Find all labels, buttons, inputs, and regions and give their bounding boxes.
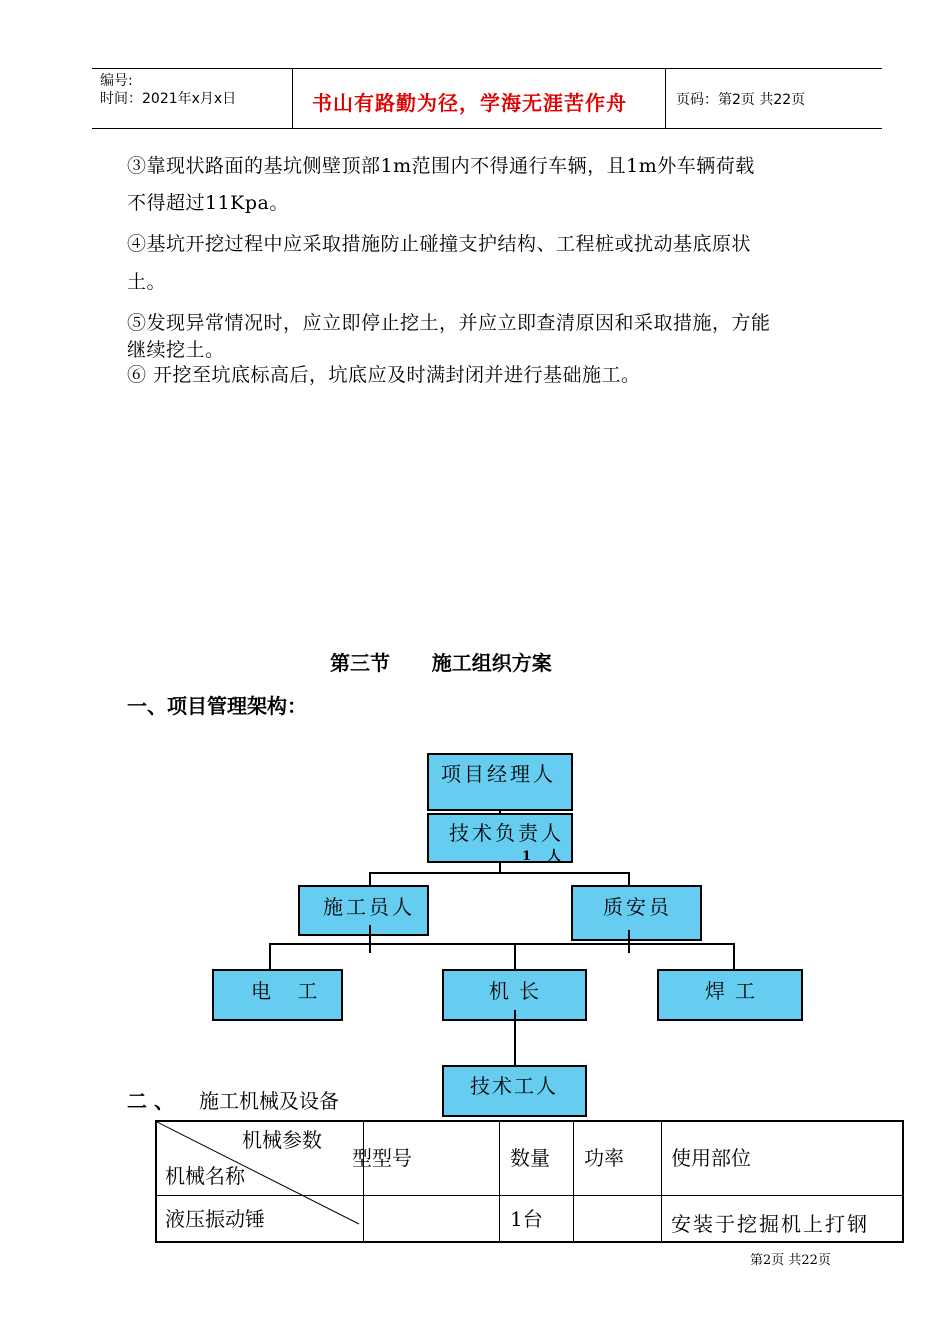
connector [269,943,734,945]
paragraph-line: 土。 [127,271,167,293]
header-page-label: 页码：第2页 共22页 [676,92,806,108]
connector [369,872,371,886]
connector [628,930,630,953]
paragraph-line: 继续挖土。 [127,339,225,361]
paragraph-line: ⑥ 开挖至坑底标高后，坑底应及时满封闭并进行基础施工。 [127,364,641,386]
table-border [363,1120,364,1243]
paragraph-line: ⑤发现异常情况时，应立即停止挖土，并应立即查清原因和采取措施，方能 [127,312,771,334]
org-label-tech-lead-count: 1 人 [522,849,567,864]
header-divider-left [292,68,293,128]
subheading-equipment: 施工机械及设备 [199,1089,339,1113]
table-header-usage: 使用部位 [671,1146,751,1170]
table-header-qty: 数量 [510,1146,550,1170]
header-divider-right [665,68,666,128]
header-number-label: 编号: [100,73,133,89]
connector [369,925,371,953]
table-header-power: 功率 [584,1146,624,1170]
table-border [499,1120,500,1243]
header-bottom-rule [92,128,882,129]
org-label-manager: 项目经理人 [441,762,556,786]
connector [369,872,629,874]
table-cell-usage: 安装于挖掘机上打钢 [671,1212,869,1236]
table-cell-name: 液压振动锤 [165,1207,265,1231]
connector [499,811,501,813]
subheading-management: 一、项目管理架构： [127,694,307,718]
paragraph-line: ④基坑开挖过程中应采取措施防止碰撞支护结构、工程桩或扰动基底原状 [127,233,752,255]
subheading-equipment-number: 二 、 [127,1089,174,1113]
org-label-safety: 质安员 [603,895,672,919]
page-footer: 第2页 共22页 [750,1253,831,1268]
paragraph-line: ③靠现状路面的基坑侧壁顶部1m范围内不得通行车辆，且1m外车辆荷载 [127,155,755,177]
table-diag-bottom: 机械名称 [165,1164,245,1188]
org-label-welder: 焊工 [705,979,765,1003]
org-label-builder: 施工员人 [323,895,415,919]
header-top-rule [92,68,882,69]
connector [733,943,735,970]
connector [269,943,271,970]
table-header-model: 型型号 [352,1146,412,1170]
header-motto: 书山有路勤为径，学海无涯苦作舟 [312,91,627,115]
section-title: 第三节 施工组织方案 [330,651,552,675]
table-cell-qty: 1台 [510,1207,543,1231]
table-diag-top: 机械参数 [242,1128,322,1152]
table-border [902,1120,904,1243]
table-border [573,1120,574,1243]
header-time-label: 时间：2021年x月x日 [100,91,237,107]
org-label-operator: 机长 [489,979,549,1003]
table-border [155,1241,904,1243]
connector [514,943,516,970]
org-label-tech-lead: 技术负责人 [449,821,564,845]
connector [628,872,630,886]
org-label-technician: 技术工人 [470,1074,558,1098]
paragraph-line: 不得超过11Kpa。 [127,192,289,214]
org-label-electrician: 电 工 [251,979,328,1003]
table-border [661,1120,662,1243]
